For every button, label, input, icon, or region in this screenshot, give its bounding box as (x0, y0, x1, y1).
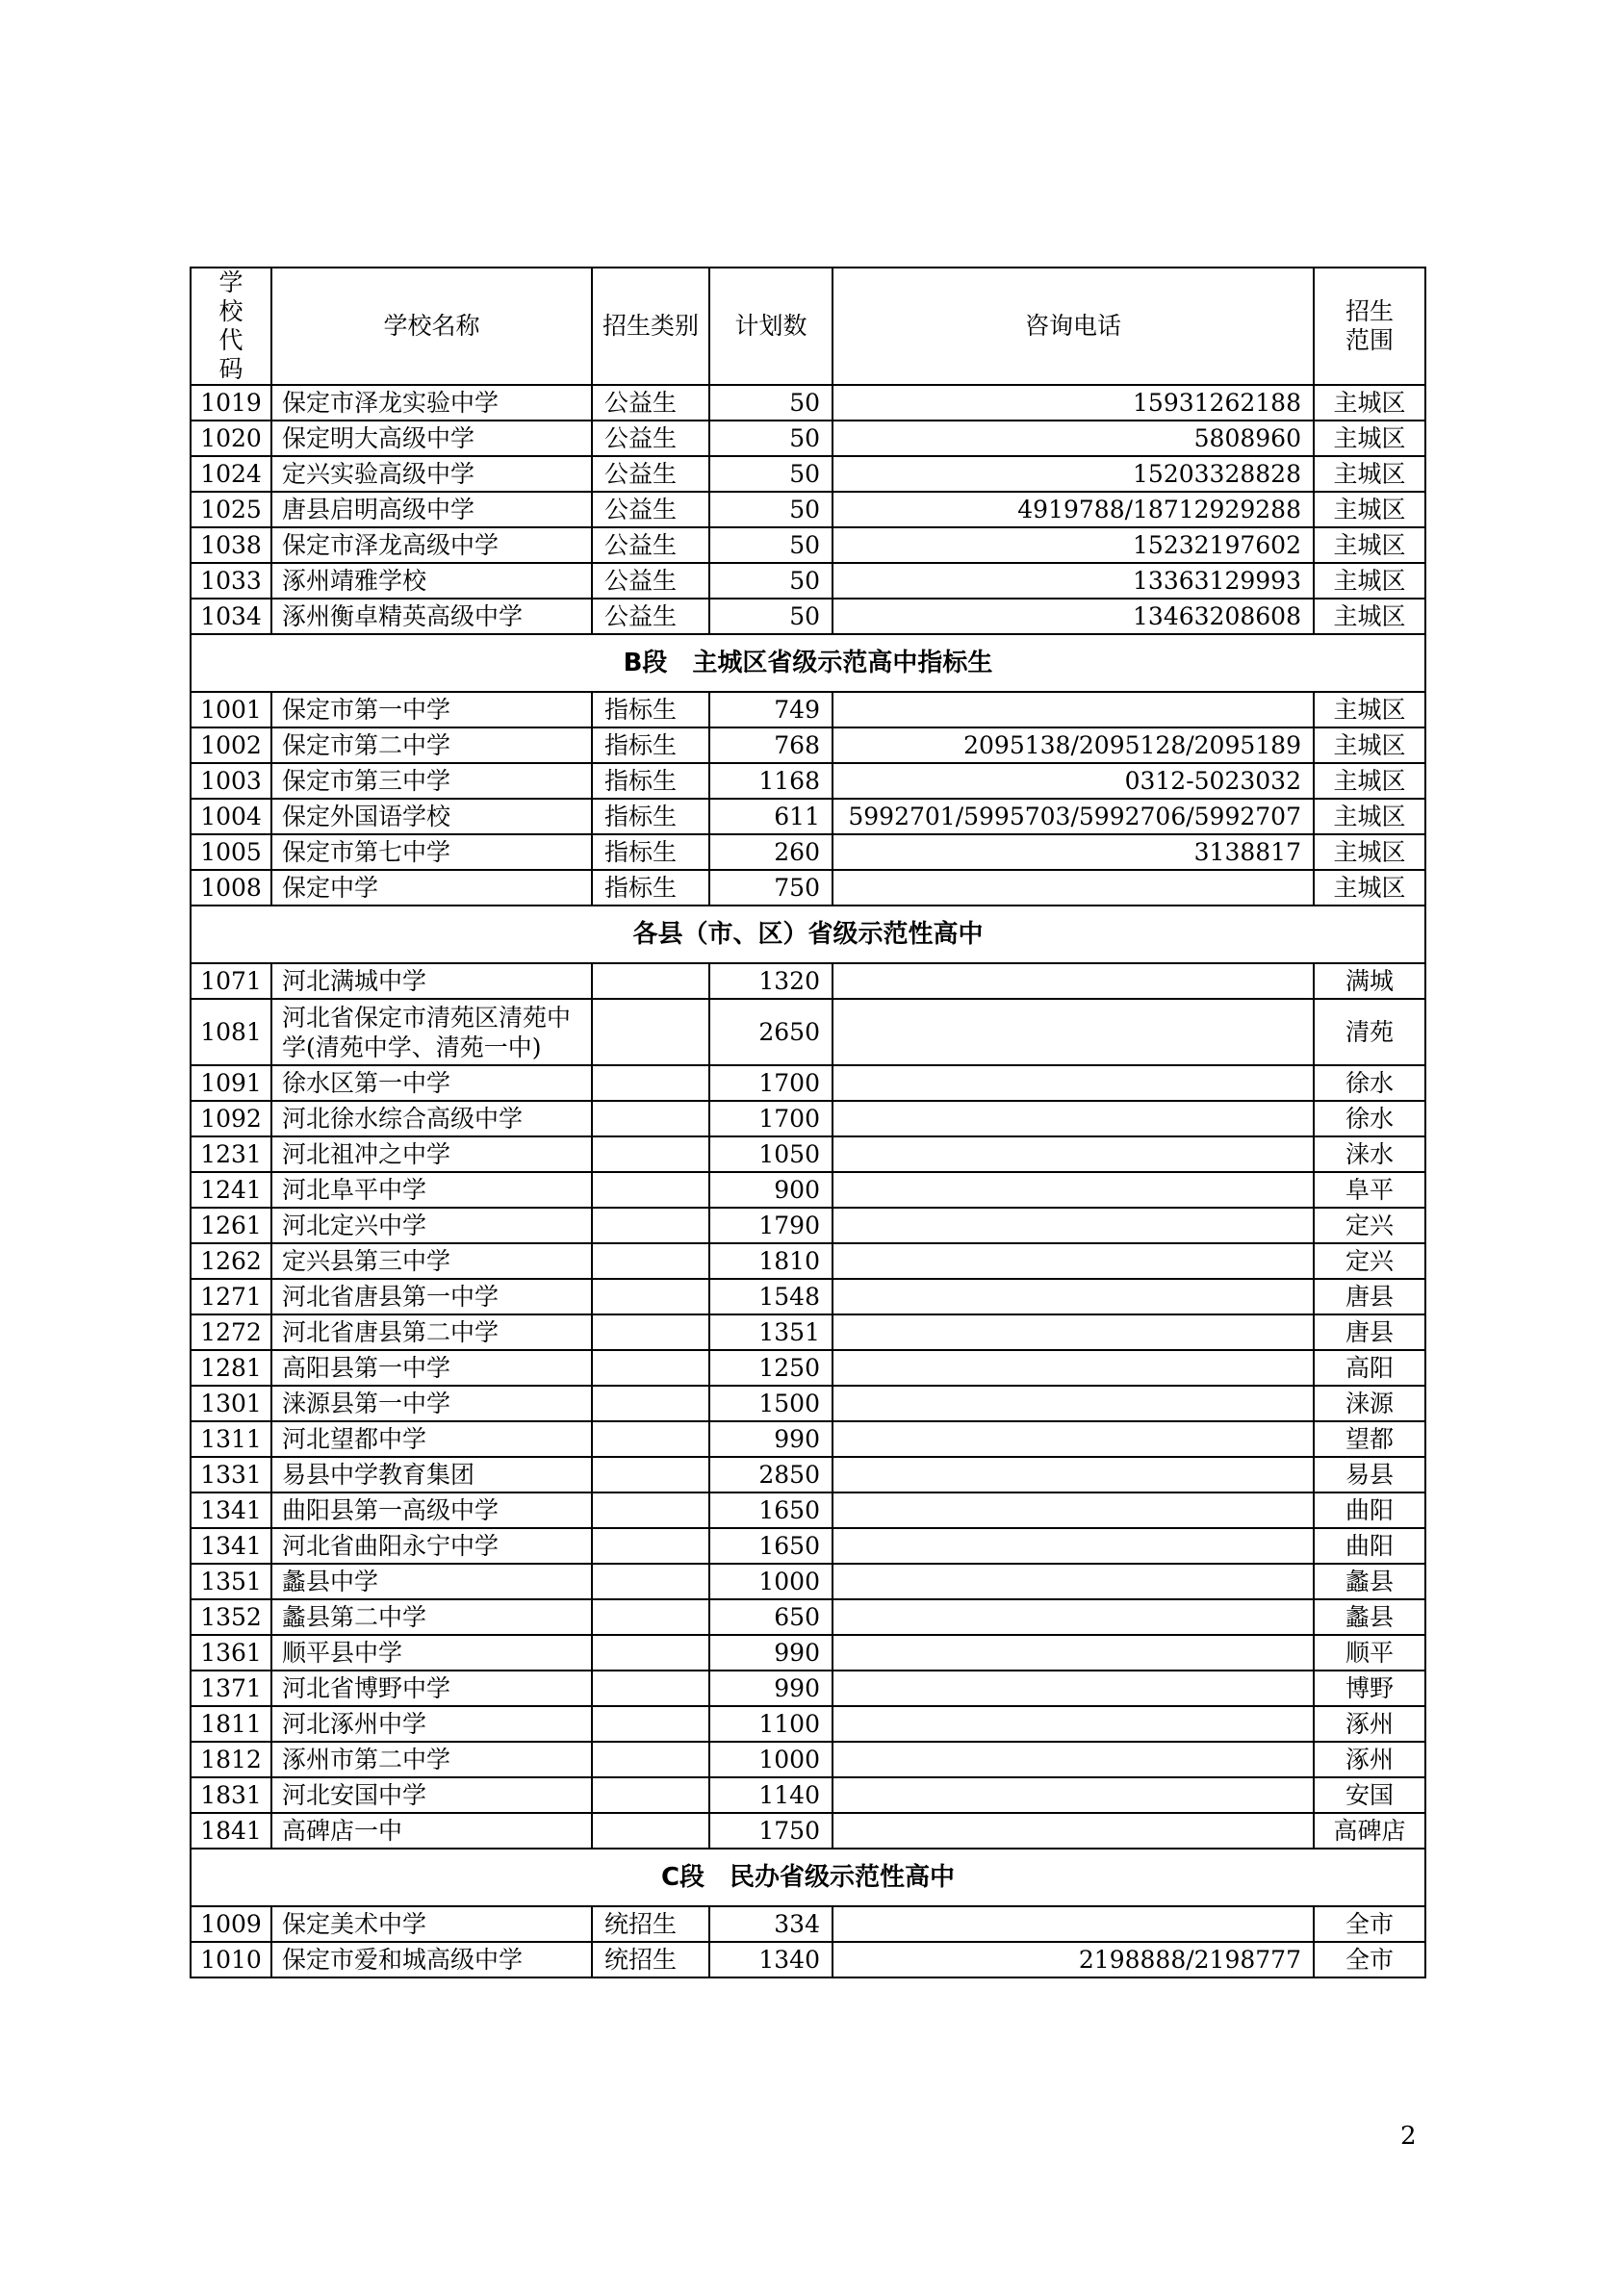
table-row (191, 692, 1425, 727)
table-body (191, 385, 1425, 1977)
enroll-area: 唐县 (1314, 1314, 1425, 1350)
enroll-category: 公益生 (592, 599, 709, 634)
table-row (191, 492, 1425, 527)
school-code: 1008 (191, 870, 271, 906)
enroll-area: 易县 (1314, 1457, 1425, 1492)
section-row (191, 1849, 1425, 1906)
plan-count: 50 (709, 456, 833, 492)
school-code: 1361 (191, 1635, 271, 1671)
plan-count: 611 (709, 799, 833, 834)
school-name: 涿州衡卓精英高级中学 (271, 599, 592, 634)
plan-count: 768 (709, 727, 833, 763)
school-name: 河北安国中学 (271, 1777, 592, 1813)
table-row (191, 963, 1425, 999)
school-name: 河北省曲阳永宁中学 (271, 1528, 592, 1564)
plan-count: 1700 (709, 1065, 833, 1101)
enroll-category (592, 999, 709, 1065)
phone-number (833, 870, 1314, 906)
table-row (191, 1208, 1425, 1243)
table-row (191, 527, 1425, 563)
enroll-category (592, 1386, 709, 1421)
enroll-area: 阜平 (1314, 1172, 1425, 1208)
plan-count: 749 (709, 692, 833, 727)
enroll-area: 主城区 (1314, 870, 1425, 906)
school-code: 1091 (191, 1065, 271, 1101)
table-row (191, 799, 1425, 834)
plan-count: 1140 (709, 1777, 833, 1813)
phone-number: 15232197602 (833, 527, 1314, 563)
table-row (191, 1742, 1425, 1777)
table-row (191, 1314, 1425, 1350)
school-name: 河北阜平中学 (271, 1172, 592, 1208)
school-name: 高阳县第一中学 (271, 1350, 592, 1386)
plan-count: 650 (709, 1599, 833, 1635)
enroll-area: 主城区 (1314, 421, 1425, 456)
school-code: 1092 (191, 1101, 271, 1136)
table-row (191, 1564, 1425, 1599)
phone-number (833, 1208, 1314, 1243)
school-code: 1272 (191, 1314, 271, 1350)
enroll-area: 主城区 (1314, 834, 1425, 870)
school-code: 1081 (191, 999, 271, 1065)
table-row (191, 834, 1425, 870)
enroll-category (592, 1136, 709, 1172)
school-name: 河北望都中学 (271, 1421, 592, 1457)
enroll-category: 指标生 (592, 763, 709, 799)
plan-count: 50 (709, 385, 833, 421)
phone-number: 2095138/2095128/2095189 (833, 727, 1314, 763)
table-row (191, 1101, 1425, 1136)
phone-number (833, 1243, 1314, 1279)
school-name: 蠡县第二中学 (271, 1599, 592, 1635)
school-name: 保定市爱和城高级中学 (271, 1942, 592, 1977)
enroll-category: 公益生 (592, 492, 709, 527)
phone-number: 0312-5023032 (833, 763, 1314, 799)
enroll-area: 徐水 (1314, 1101, 1425, 1136)
section-row (191, 634, 1425, 692)
enroll-category: 指标生 (592, 834, 709, 870)
school-name: 保定外国语学校 (271, 799, 592, 834)
school-name: 易县中学教育集团 (271, 1457, 592, 1492)
enroll-area: 涿州 (1314, 1706, 1425, 1742)
plan-count: 990 (709, 1635, 833, 1671)
school-code: 1024 (191, 456, 271, 492)
school-code: 1341 (191, 1528, 271, 1564)
header-phone: 咨询电话 (833, 268, 1314, 385)
plan-count: 1750 (709, 1813, 833, 1849)
enroll-area: 涞源 (1314, 1386, 1425, 1421)
table-row (191, 421, 1425, 456)
school-code: 1812 (191, 1742, 271, 1777)
phone-number (833, 1599, 1314, 1635)
enroll-area: 徐水 (1314, 1065, 1425, 1101)
enroll-category (592, 1243, 709, 1279)
enroll-area: 主城区 (1314, 456, 1425, 492)
phone-number (833, 1492, 1314, 1528)
school-code: 1231 (191, 1136, 271, 1172)
phone-number (833, 1136, 1314, 1172)
school-name: 河北徐水综合高级中学 (271, 1101, 592, 1136)
enroll-category (592, 1742, 709, 1777)
enroll-area: 主城区 (1314, 385, 1425, 421)
school-code: 1002 (191, 727, 271, 763)
school-code: 1241 (191, 1172, 271, 1208)
enroll-area: 曲阳 (1314, 1492, 1425, 1528)
enroll-area: 主城区 (1314, 527, 1425, 563)
enroll-category: 指标生 (592, 727, 709, 763)
phone-number: 15931262188 (833, 385, 1314, 421)
table-row (191, 1813, 1425, 1849)
school-name: 河北省博野中学 (271, 1671, 592, 1706)
enroll-category (592, 1777, 709, 1813)
enroll-category (592, 1706, 709, 1742)
table-row (191, 870, 1425, 906)
phone-number: 15203328828 (833, 456, 1314, 492)
enroll-category (592, 1065, 709, 1101)
header-category: 招生类别 (592, 268, 709, 385)
school-name: 徐水区第一中学 (271, 1065, 592, 1101)
table-row (191, 763, 1425, 799)
enroll-area: 蠡县 (1314, 1564, 1425, 1599)
phone-number (833, 1742, 1314, 1777)
enroll-area: 蠡县 (1314, 1599, 1425, 1635)
table-row (191, 456, 1425, 492)
school-name: 河北省保定市清苑区清苑中学(清苑中学、清苑一中) (271, 999, 592, 1065)
enroll-area: 满城 (1314, 963, 1425, 999)
plan-count: 50 (709, 563, 833, 599)
plan-count: 2650 (709, 999, 833, 1065)
enroll-category (592, 1350, 709, 1386)
section-title: C段 民办省级示范性高中 (191, 1849, 1425, 1906)
phone-number (833, 963, 1314, 999)
enroll-area: 顺平 (1314, 1635, 1425, 1671)
phone-number (833, 1528, 1314, 1564)
plan-count: 50 (709, 599, 833, 634)
header-area: 招生范围 (1314, 268, 1425, 385)
plan-count: 50 (709, 492, 833, 527)
enroll-area: 清苑 (1314, 999, 1425, 1065)
phone-number (833, 692, 1314, 727)
table-row (191, 563, 1425, 599)
enroll-category (592, 1208, 709, 1243)
table-row (191, 1671, 1425, 1706)
plan-count: 900 (709, 1172, 833, 1208)
school-code: 1352 (191, 1599, 271, 1635)
enroll-category: 公益生 (592, 421, 709, 456)
enroll-area: 主城区 (1314, 692, 1425, 727)
school-name: 保定市泽龙实验中学 (271, 385, 592, 421)
school-code: 1071 (191, 963, 271, 999)
enroll-area: 主城区 (1314, 492, 1425, 527)
school-code: 1009 (191, 1906, 271, 1942)
school-code: 1020 (191, 421, 271, 456)
phone-number (833, 1457, 1314, 1492)
enroll-area: 主城区 (1314, 563, 1425, 599)
phone-number (833, 1172, 1314, 1208)
school-name: 涿州靖雅学校 (271, 563, 592, 599)
phone-number (833, 1635, 1314, 1671)
school-name: 保定市第三中学 (271, 763, 592, 799)
table-row (191, 1243, 1425, 1279)
phone-number: 13463208608 (833, 599, 1314, 634)
enroll-area: 博野 (1314, 1671, 1425, 1706)
school-code: 1371 (191, 1671, 271, 1706)
plan-count: 50 (709, 421, 833, 456)
table-row (191, 1279, 1425, 1314)
section-row (191, 906, 1425, 963)
enroll-area: 主城区 (1314, 599, 1425, 634)
phone-number: 13363129993 (833, 563, 1314, 599)
table-row (191, 727, 1425, 763)
school-code: 1004 (191, 799, 271, 834)
plan-count: 1250 (709, 1350, 833, 1386)
school-name: 河北定兴中学 (271, 1208, 592, 1243)
plan-count: 1790 (709, 1208, 833, 1243)
enroll-category (592, 1599, 709, 1635)
school-name: 蠡县中学 (271, 1564, 592, 1599)
school-name: 河北祖冲之中学 (271, 1136, 592, 1172)
school-code: 1033 (191, 563, 271, 599)
school-code: 1271 (191, 1279, 271, 1314)
phone-number (833, 1906, 1314, 1942)
table-row (191, 1942, 1425, 1977)
plan-count: 260 (709, 834, 833, 870)
plan-count: 50 (709, 527, 833, 563)
enroll-category (592, 1528, 709, 1564)
table-row (191, 999, 1425, 1065)
school-name: 保定市第二中学 (271, 727, 592, 763)
school-name: 定兴实验高级中学 (271, 456, 592, 492)
phone-number (833, 1777, 1314, 1813)
school-code: 1301 (191, 1386, 271, 1421)
enroll-category (592, 1101, 709, 1136)
phone-number (833, 1350, 1314, 1386)
school-name: 保定市第一中学 (271, 692, 592, 727)
school-code: 1311 (191, 1421, 271, 1457)
school-code: 1331 (191, 1457, 271, 1492)
enroll-area: 涿州 (1314, 1742, 1425, 1777)
school-code: 1038 (191, 527, 271, 563)
enroll-category: 指标生 (592, 692, 709, 727)
table-row (191, 1457, 1425, 1492)
enroll-area: 主城区 (1314, 727, 1425, 763)
table-row (191, 1528, 1425, 1564)
enroll-area: 曲阳 (1314, 1528, 1425, 1564)
enroll-area: 全市 (1314, 1942, 1425, 1977)
school-name: 保定市第七中学 (271, 834, 592, 870)
school-name: 保定明大高级中学 (271, 421, 592, 456)
enroll-category: 公益生 (592, 527, 709, 563)
table-header (191, 268, 1425, 385)
enroll-category (592, 1314, 709, 1350)
table-row (191, 385, 1425, 421)
enroll-category: 指标生 (592, 870, 709, 906)
school-code: 1841 (191, 1813, 271, 1849)
table-row (191, 1421, 1425, 1457)
table-row (191, 1172, 1425, 1208)
school-code: 1005 (191, 834, 271, 870)
phone-number (833, 1564, 1314, 1599)
plan-count: 1650 (709, 1492, 833, 1528)
plan-count: 1100 (709, 1706, 833, 1742)
plan-count: 1351 (709, 1314, 833, 1350)
plan-count: 2850 (709, 1457, 833, 1492)
school-name: 保定市泽龙高级中学 (271, 527, 592, 563)
phone-number (833, 1279, 1314, 1314)
school-name: 高碑店一中 (271, 1813, 592, 1849)
school-code: 1831 (191, 1777, 271, 1813)
school-name: 涿州市第二中学 (271, 1742, 592, 1777)
header-plan: 计划数 (709, 268, 833, 385)
section-title: 各县（市、区）省级示范性高中 (191, 906, 1425, 963)
school-name: 涞源县第一中学 (271, 1386, 592, 1421)
school-code: 1019 (191, 385, 271, 421)
school-code: 1010 (191, 1942, 271, 1977)
enroll-category (592, 1671, 709, 1706)
phone-number (833, 1101, 1314, 1136)
plan-count: 1000 (709, 1564, 833, 1599)
school-name: 顺平县中学 (271, 1635, 592, 1671)
phone-number (833, 1386, 1314, 1421)
table-row (191, 1136, 1425, 1172)
enroll-category (592, 1564, 709, 1599)
school-name: 河北满城中学 (271, 963, 592, 999)
school-code: 1025 (191, 492, 271, 527)
phone-number: 2198888/2198777 (833, 1942, 1314, 1977)
plan-count: 1320 (709, 963, 833, 999)
enroll-category: 指标生 (592, 799, 709, 834)
plan-count: 990 (709, 1671, 833, 1706)
school-name: 河北省唐县第二中学 (271, 1314, 592, 1350)
plan-count: 750 (709, 870, 833, 906)
plan-count: 1500 (709, 1386, 833, 1421)
plan-count: 990 (709, 1421, 833, 1457)
enroll-category (592, 1279, 709, 1314)
table-row (191, 1350, 1425, 1386)
phone-number: 3138817 (833, 834, 1314, 870)
school-name: 曲阳县第一高级中学 (271, 1492, 592, 1528)
table-row (191, 1386, 1425, 1421)
enroll-category: 统招生 (592, 1906, 709, 1942)
plan-count: 1650 (709, 1528, 833, 1564)
enroll-area: 高阳 (1314, 1350, 1425, 1386)
plan-count: 1340 (709, 1942, 833, 1977)
table-row (191, 1635, 1425, 1671)
table-row (191, 1906, 1425, 1942)
enroll-category (592, 963, 709, 999)
school-name: 保定美术中学 (271, 1906, 592, 1942)
enroll-area: 涞水 (1314, 1136, 1425, 1172)
table-row (191, 599, 1425, 634)
school-code: 1351 (191, 1564, 271, 1599)
plan-count: 1050 (709, 1136, 833, 1172)
phone-number (833, 1314, 1314, 1350)
plan-count: 1700 (709, 1101, 833, 1136)
header-name: 学校名称 (271, 268, 592, 385)
school-code: 1811 (191, 1706, 271, 1742)
table-row (191, 1065, 1425, 1101)
school-code: 1262 (191, 1243, 271, 1279)
enroll-area: 安国 (1314, 1777, 1425, 1813)
phone-number: 5808960 (833, 421, 1314, 456)
phone-number (833, 1421, 1314, 1457)
enroll-category (592, 1813, 709, 1849)
enroll-area: 主城区 (1314, 763, 1425, 799)
enroll-category (592, 1421, 709, 1457)
school-code: 1261 (191, 1208, 271, 1243)
enroll-category (592, 1457, 709, 1492)
school-name: 保定中学 (271, 870, 592, 906)
enroll-area: 全市 (1314, 1906, 1425, 1942)
plan-count: 1548 (709, 1279, 833, 1314)
school-code: 1003 (191, 763, 271, 799)
phone-number (833, 1706, 1314, 1742)
table-row (191, 1492, 1425, 1528)
phone-number (833, 1671, 1314, 1706)
enroll-category (592, 1492, 709, 1528)
phone-number (833, 999, 1314, 1065)
school-code: 1001 (191, 692, 271, 727)
enroll-category: 公益生 (592, 385, 709, 421)
section-title: B段 主城区省级示范高中指标生 (191, 634, 1425, 692)
school-code: 1281 (191, 1350, 271, 1386)
plan-count: 334 (709, 1906, 833, 1942)
enroll-category (592, 1172, 709, 1208)
school-name: 唐县启明高级中学 (271, 492, 592, 527)
school-name: 河北涿州中学 (271, 1706, 592, 1742)
enroll-area: 主城区 (1314, 799, 1425, 834)
enroll-area: 定兴 (1314, 1208, 1425, 1243)
table-row (191, 1599, 1425, 1635)
phone-number: 4919788/18712929288 (833, 492, 1314, 527)
enroll-area: 望都 (1314, 1421, 1425, 1457)
header-code: 学校代码 (191, 268, 271, 385)
school-name: 河北省唐县第一中学 (271, 1279, 592, 1314)
enroll-category: 统招生 (592, 1942, 709, 1977)
plan-count: 1810 (709, 1243, 833, 1279)
phone-number (833, 1065, 1314, 1101)
phone-number (833, 1813, 1314, 1849)
enroll-area: 定兴 (1314, 1243, 1425, 1279)
school-name: 定兴县第三中学 (271, 1243, 592, 1279)
table-row (191, 1706, 1425, 1742)
plan-count: 1168 (709, 763, 833, 799)
enroll-category (592, 1635, 709, 1671)
page-number: 2 (1400, 2122, 1417, 2151)
phone-number: 5992701/5995703/5992706/5992707 (833, 799, 1314, 834)
table-row (191, 1777, 1425, 1813)
school-code: 1034 (191, 599, 271, 634)
enrollment-table (190, 267, 1426, 1978)
enroll-category: 公益生 (592, 563, 709, 599)
school-code: 1341 (191, 1492, 271, 1528)
enroll-area: 高碑店 (1314, 1813, 1425, 1849)
enroll-category: 公益生 (592, 456, 709, 492)
enroll-area: 唐县 (1314, 1279, 1425, 1314)
plan-count: 1000 (709, 1742, 833, 1777)
